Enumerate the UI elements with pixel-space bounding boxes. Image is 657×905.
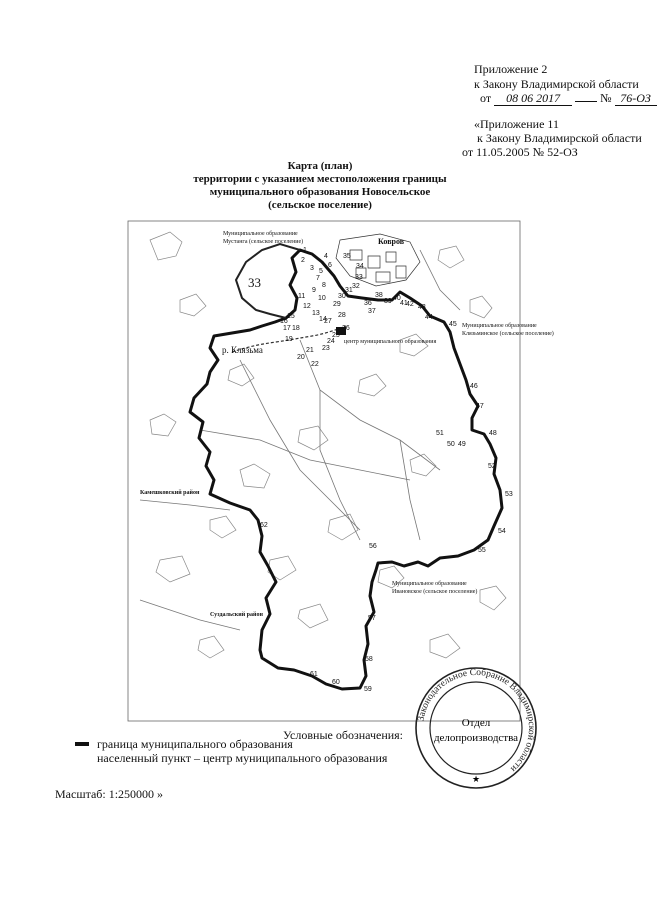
boundary-point-52: 52 — [488, 463, 496, 470]
legend-heading: Условные обозначения: — [283, 728, 404, 742]
boundary-point-40: 40 — [393, 295, 401, 302]
boundary-point-44: 44 — [425, 314, 433, 321]
label-kamesh: Камешковский район — [140, 490, 200, 496]
boundary-point-33: 33 — [355, 274, 363, 281]
title-line-1: Карта (план) — [287, 160, 353, 172]
legend-border-swatch — [75, 742, 89, 746]
boundary-point-62: 62 — [260, 522, 268, 529]
boundary-point-10: 10 — [318, 295, 326, 302]
stamp-inner-2: делопроизводства — [433, 732, 519, 744]
boundary-point-6: 6 — [328, 262, 332, 269]
boundary-point-36: 36 — [364, 300, 372, 307]
boundary-point-37: 37 — [368, 308, 376, 315]
boundary-point-30: 30 — [338, 293, 346, 300]
boundary-point-7: 7 — [316, 275, 320, 282]
municipality-boundary — [190, 250, 502, 689]
number-prefix: № — [600, 91, 612, 105]
boundary-point-39: 39 — [384, 298, 392, 305]
label-mo-ivan: Муниципальное образование — [392, 581, 467, 587]
boundary-point-45: 45 — [449, 321, 457, 328]
stamp-ring-textpath: Законодательное Собрание Владимирской области — [416, 667, 537, 774]
boundary-point-51: 51 — [436, 430, 444, 437]
label-mo-mustan: Муниципальное образование — [223, 231, 298, 237]
official-stamp — [416, 667, 537, 788]
boundary-point-22: 22 — [311, 361, 319, 368]
boundary-point-60: 60 — [332, 679, 340, 686]
boundary-point-55: 55 — [478, 547, 486, 554]
boundary-point-17: 17 — [283, 325, 291, 332]
label-suzdal: Суздальский район — [210, 612, 263, 618]
boundary-point-56: 56 — [369, 543, 377, 550]
boundary-point-34: 34 — [356, 263, 364, 270]
boundary-point-13: 13 — [312, 310, 320, 317]
boundary-point-12: 12 — [303, 303, 311, 310]
label-center: центр муниципального образования — [344, 339, 437, 345]
label-mo-klyaz: Муниципальное образование — [462, 323, 537, 329]
boundary-point-19: 19 — [285, 336, 293, 343]
label-mo-mustan-2: Мустанга (сельское поселение) — [223, 239, 304, 245]
boundary-point-57: 57 — [368, 615, 376, 622]
boundary-point-25: 25 — [332, 332, 340, 339]
boundary-point-8: 8 — [322, 282, 326, 289]
boundary-point-31: 31 — [345, 287, 353, 294]
boundary-point-35: 35 — [343, 253, 351, 260]
boundary-point-24: 24 — [327, 338, 335, 345]
boundary-point-9: 9 — [312, 287, 316, 294]
boundary-point-49: 49 — [458, 441, 466, 448]
orig-appendix: «Приложение 11 — [474, 117, 559, 131]
boundary-point-50: 50 — [447, 441, 455, 448]
boundary-point-42: 42 — [406, 301, 414, 308]
boundary-point-3: 3 — [310, 265, 314, 272]
boundary-point-43: 43 — [418, 304, 426, 311]
date-prefix: от — [480, 91, 492, 105]
law-number: 76-ОЗ — [615, 91, 657, 106]
orig-date: от 11.05.2005 № 52-ОЗ — [462, 145, 578, 159]
title-line-2: территории с указанием местоположения границы — [193, 173, 447, 185]
legend-center-label: населенный пункт – центр муниципального образования — [97, 751, 388, 765]
label-klyazma: р. Клязьма — [222, 345, 263, 355]
boundary-point-48: 48 — [489, 430, 497, 437]
boundary-point-53: 53 — [505, 491, 513, 498]
law-date: 08 06 2017 — [494, 91, 572, 106]
boundary-point-15: 15 — [287, 313, 295, 320]
stamp-star-icon: ★ — [471, 774, 481, 784]
scale-text: Масштаб: 1:250000 » — [55, 787, 164, 801]
boundary-point-26: 26 — [342, 325, 350, 332]
stamp-inner-1: Отдел — [461, 717, 491, 729]
legend-border-label: граница муниципального образования — [97, 737, 293, 751]
boundary-point-54: 54 — [498, 528, 506, 535]
boundary-point-2: 2 — [301, 257, 305, 264]
boundary-point-23: 23 — [322, 345, 330, 352]
boundary-point-58: 58 — [365, 656, 373, 663]
label-mo-klyaz-2: Клязьминское (сельское поселение) — [462, 331, 554, 337]
boundary-point-41: 41 — [400, 300, 408, 307]
law-line: к Закону Владимирской области — [474, 77, 639, 91]
boundary-point-5: 5 — [319, 268, 323, 275]
boundary-point-61: 61 — [310, 671, 318, 678]
boundary-point-20: 20 — [297, 354, 305, 361]
boundary-point-16: 16 — [280, 318, 288, 325]
appendix-line: Приложение 2 — [474, 62, 548, 76]
boundary-point-47: 47 — [476, 403, 484, 410]
boundary-point-14: 14 — [319, 316, 327, 323]
title-line-4: (сельское поселение) — [268, 199, 372, 211]
boundary-point-59: 59 — [364, 686, 372, 693]
boundary-point-1: 1 — [303, 247, 307, 254]
boundary-point-28: 28 — [338, 312, 346, 319]
orig-law: к Закону Владимирской области — [477, 131, 642, 145]
boundary-point-27: 27 — [324, 318, 332, 325]
boundary-point-18: 18 — [292, 325, 300, 332]
boundary-point-29: 29 — [333, 301, 341, 308]
boundary-point-21: 21 — [306, 347, 314, 354]
boundary-point-46: 46 — [470, 383, 478, 390]
label-mo-ivan-2: Ивановское (сельское поселение) — [392, 589, 478, 595]
boundary-point-4: 4 — [324, 253, 328, 260]
title-line-3: муниципального образования Новосельское — [209, 186, 431, 198]
boundary-point-32: 32 — [352, 283, 360, 290]
boundary-point-11: 11 — [298, 293, 306, 300]
label-region-code: 33 — [248, 275, 261, 290]
label-kovrov: Ковров — [378, 237, 405, 246]
boundary-point-38: 38 — [375, 292, 383, 299]
